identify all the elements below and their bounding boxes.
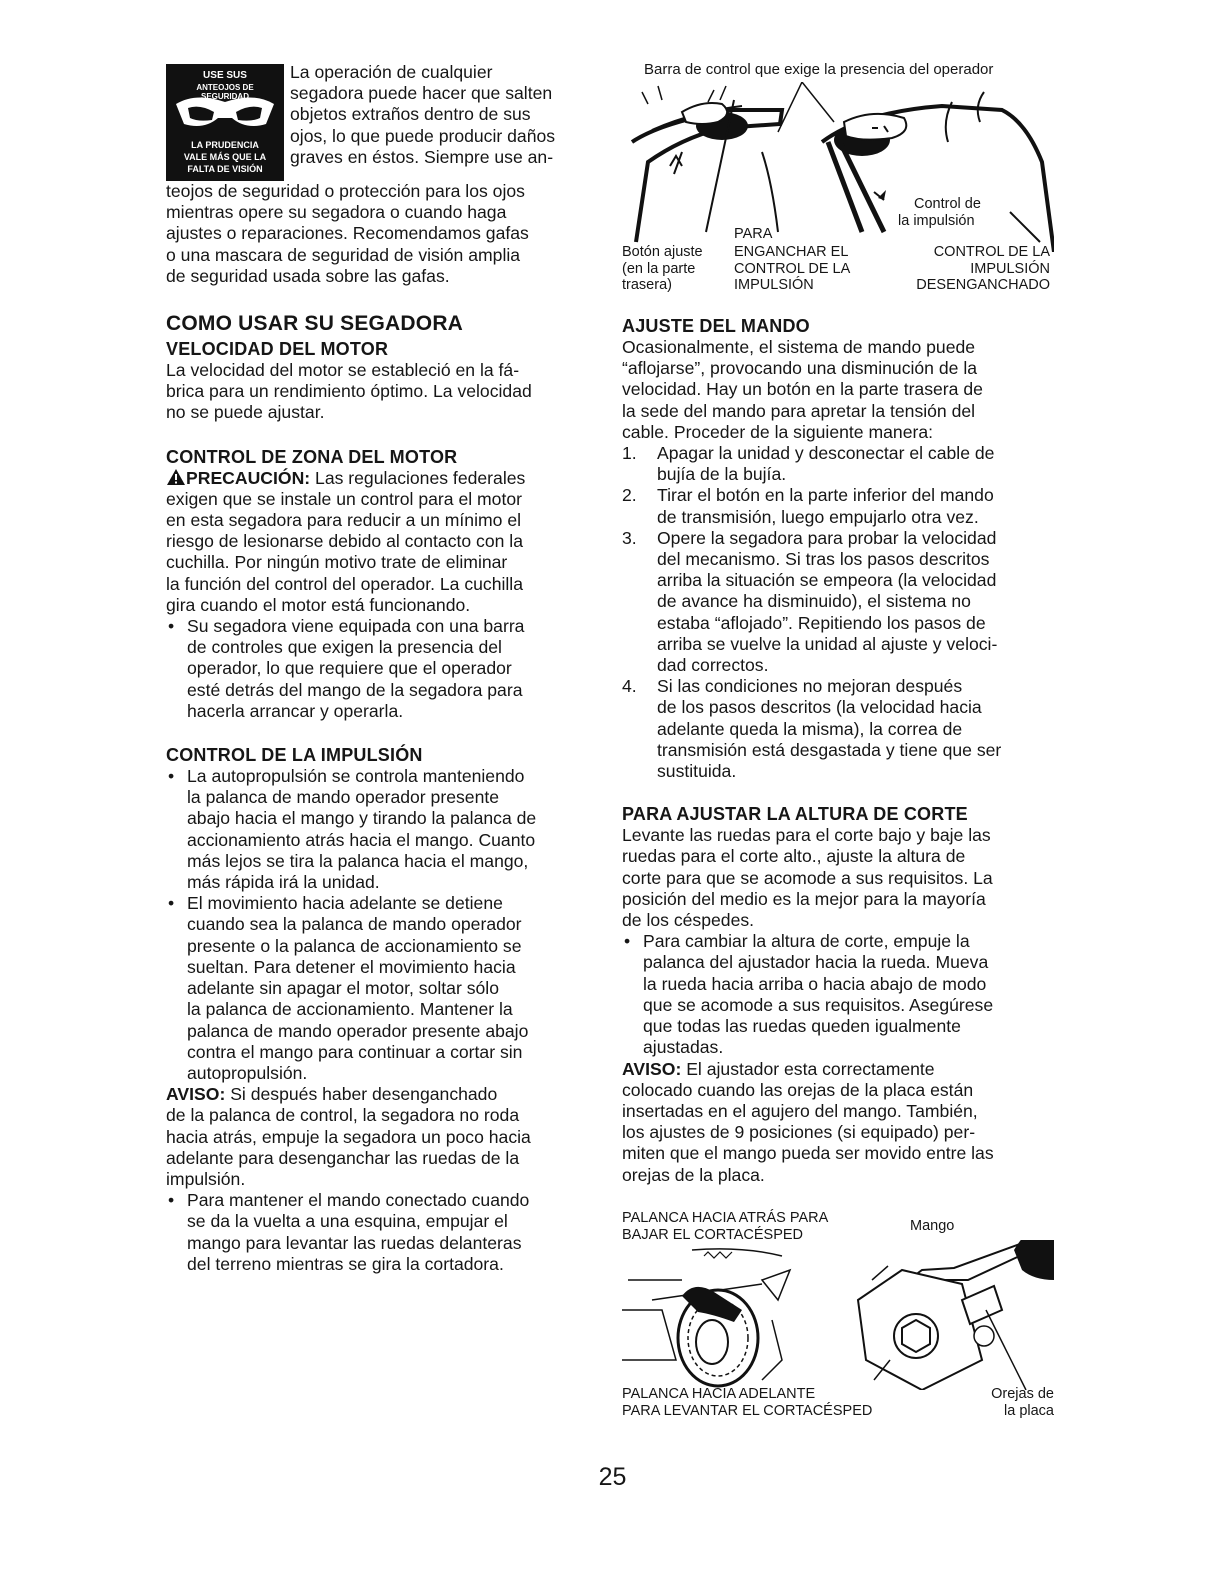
body-line: impulsión. [166, 1168, 246, 1189]
step-line: Apagar la unidad y desconectar el cable de [657, 443, 995, 464]
step-line: de avance ha disminuido), el sistema no [657, 591, 971, 612]
bullet-mark: • [168, 1190, 175, 1211]
bullet-line: Su segadora viene equipada con una barra [187, 616, 525, 637]
bullet-line: más rápida irá la unidad. [187, 872, 380, 893]
bullet-line: sueltan. Para detener el movimiento hacia [187, 956, 516, 977]
body-line: gira cuando el motor está funcionando. [166, 594, 471, 615]
badge-line5: VALE MÁS QUE LA [183, 152, 267, 162]
body-line: orejas de la placa. [622, 1164, 765, 1185]
bullet-line: autopropulsión. [187, 1062, 308, 1083]
step-line: Si las condiciones no mejoran después [657, 676, 963, 697]
bullet-line: El movimiento hacia adelante se detiene [187, 893, 503, 914]
bullet-line: ajustadas. [643, 1037, 724, 1058]
step-line: adelante queda la misma), la correa de [657, 718, 963, 739]
bullet-line: más lejos se tira la palanca hacia el mango, [187, 850, 529, 871]
step-line: arriba la situación se empeora (la velocidad [657, 570, 997, 591]
bullet-line: La autopropulsión se controla manteniendo [187, 766, 525, 787]
bullet-line: mango para levantar las ruedas delanteras [187, 1232, 522, 1253]
fig2-bottom-right-2: la placa [1004, 1402, 1054, 1419]
body-line: colocado cuando las orejas de la placa están [622, 1079, 974, 1100]
step-line: de los pasos descritos (la velocidad hacia [657, 697, 982, 718]
bullet-line: accionamiento atrás hacia el mango. Cuanto [187, 829, 536, 850]
label-a-line: trasera) [622, 277, 672, 293]
numbered-step [622, 676, 1054, 782]
bullet-line: hacerla arrancar y operarla. [187, 700, 404, 721]
body-line: la sede del mando para apretar la tensión del [622, 400, 976, 421]
bullet-mark: • [168, 893, 175, 914]
bullet-line: palanca del ajustador hacia la rueda. Mueva [643, 952, 989, 973]
step-line: arriba se vuelve la unidad al ajuste y veloci- [657, 633, 998, 654]
fig2-top-left-2: BAJAR EL CORTACÉSPED [622, 1226, 804, 1243]
intro-line: mientras opere su segadora o cuando haga [166, 202, 507, 223]
fig2-mango-label: Mango [910, 1217, 955, 1234]
section-heading-altura: PARA AJUSTAR LA ALTURA DE CORTE [622, 804, 968, 825]
page-number: 25 [598, 1463, 627, 1491]
bullet-line: cuando sea la palanca de mando operador [187, 914, 522, 935]
aviso-text: El ajustador esta correctamente [681, 1058, 935, 1079]
step-number: 1. [622, 443, 637, 464]
label-b-line: ENGANCHAR EL [734, 244, 849, 260]
step-line: de transmisión, luego empujarlo otra vez. [657, 506, 979, 527]
intro-line: ojos, lo que puede producir daños [290, 125, 556, 146]
body-line: corte para que se acomode a sus requisitos. La [622, 867, 993, 888]
body-line: hacia atrás, empuje la segadora un poco hacia [166, 1126, 531, 1147]
label-c-line: CONTROL DE LA [933, 244, 1050, 260]
section-heading-ajuste: AJUSTE DEL MANDO [622, 316, 810, 336]
section-heading-zona: CONTROL DE ZONA DEL MOTOR [166, 446, 458, 467]
badge-line1: USE SUS [203, 70, 247, 81]
caution-line [166, 468, 591, 489]
numbered-step [622, 528, 1054, 676]
aviso-line [622, 1059, 1054, 1080]
label-col-b [734, 244, 894, 294]
body-line: cuchilla. Por ningún motivo trate de eliminar [166, 552, 508, 573]
safety-glasses-badge [166, 64, 284, 181]
label-col-a [622, 244, 722, 294]
body-line: los ajustes de 9 posiciones (si equipado) per- [622, 1122, 976, 1143]
body-line: insertadas en el agujero del mango. También, [622, 1100, 978, 1121]
bullet-line: que todas las ruedas queden igualmente [643, 1016, 961, 1037]
intro-line: de seguridad usada sobre las gafas. [166, 265, 450, 286]
step-number: 4. [622, 676, 637, 697]
body-line: Ocasionalmente, el sistema de mando puede [622, 337, 976, 357]
body-line: no se puede ajustar. [166, 402, 325, 423]
fig2-bottom-left-2: PARA LEVANTAR EL CORTACÉSPED [622, 1402, 873, 1419]
label-col-c [880, 244, 1050, 294]
body-line: Levante las ruedas para el corte bajo y baje las [622, 825, 991, 846]
aviso-text: Si después haber desenganchado [225, 1084, 498, 1105]
step-line: bujía de la bujía. [657, 464, 787, 485]
bullet-line: la palanca de accionamiento. Mantener la [187, 999, 513, 1020]
figure-caption-top: Barra de control que exige la presencia del operador [644, 61, 994, 78]
body-line: miten que el mango pueda ser movido entre las [622, 1143, 994, 1164]
bullet-line: palanca de mando operador presente abajo [187, 1020, 529, 1041]
body-line: “aflojarse”, provocando una disminución de la [622, 358, 978, 379]
intro-line: teojos de seguridad o protección para los ojos [166, 181, 525, 201]
body-line: posición del medio es la mejor para la mayoría [622, 888, 986, 909]
bullet-line: la palanca de mando operador presente [187, 787, 500, 808]
numbered-step [622, 485, 1054, 527]
left-column [166, 62, 591, 1275]
body-line: de la palanca de control, la segadora no roda [166, 1105, 520, 1126]
bullet-item [166, 1190, 591, 1275]
bullet-line: se da la vuelta a una esquina, empujar el [187, 1211, 508, 1232]
body-line: ruedas para el corte alto., ajuste la altura de [622, 846, 966, 867]
step-number: 3. [622, 527, 637, 548]
bullet-line: la rueda hacia arriba o hacia abajo de modo [643, 973, 987, 994]
aviso-label: AVISO: [622, 1058, 682, 1079]
body-line: brica para un rendimiento óptimo. La velocidad [166, 381, 532, 402]
control-label-1: Control de [914, 196, 981, 212]
label-c-line: IMPULSIÓN [970, 260, 1050, 277]
bullet-line: contra el mango para continuar a cortar sin [187, 1041, 523, 1062]
height-adjuster-illustration [622, 1240, 1054, 1390]
step-line: Opere la segadora para probar la velocidad [657, 527, 997, 548]
badge-line4: LA PRUDENCIA [191, 140, 259, 150]
section-heading-velocidad: VELOCIDAD DEL MOTOR [166, 339, 389, 360]
body-line: riesgo de lesionarse debido al contacto con la [166, 531, 523, 552]
section-heading-impulsion: CONTROL DE LA IMPULSIÓN [166, 745, 423, 766]
intro-line: objetos extraños dentro de sus [290, 104, 531, 125]
step-line: transmisión está desgastada y tiene que ser [657, 739, 1002, 760]
caution-text: Las regulaciones federales [310, 467, 526, 488]
fig2-bottom-left-1: PALANCA HACIA ADELANTE [622, 1385, 816, 1402]
control-bar-illustration [622, 82, 1054, 252]
body-line: la función del control del operador. La cuchilla [166, 573, 523, 594]
step-number: 2. [622, 485, 637, 506]
bullet-line: adelante sin apagar el motor, soltar sólo [187, 978, 499, 999]
intro-line: ajustes o reparaciones. Recomendamos gafas [166, 223, 529, 244]
bullet-mark: • [168, 766, 175, 787]
safety-intro [166, 62, 591, 287]
intro-line: segadora puede hacer que salten [290, 83, 553, 104]
label-c-line: DESENGANCHADO [916, 277, 1050, 293]
badge-line6: FALTA DE VISIÓN [187, 164, 263, 174]
body-line: en esta segadora para reducir a un mínimo el [166, 510, 522, 531]
bullet-line: operador, lo que requiere que el operador [187, 658, 512, 679]
badge-line3: SEGURIDAD [200, 92, 250, 101]
bullet-line: abajo hacia el mango y tirando la palanca de [187, 808, 537, 829]
label-a-line: (en la parte [622, 260, 696, 277]
main-heading: COMO USAR SU SEGADORA [166, 312, 464, 336]
intro-line: o una mascara de seguridad de visión amplia [166, 244, 521, 265]
body-line: adelante para desenganchar las ruedas de la [166, 1147, 520, 1168]
fig2-bottom-right-1: Orejas de [991, 1385, 1054, 1402]
bullet-line: Para cambiar la altura de corte, empuje la [643, 931, 970, 952]
step-line: sustituida. [657, 761, 737, 782]
body-line: de los céspedes. [622, 910, 755, 931]
bullet-item [166, 893, 591, 1084]
body-line: La velocidad del motor se estableció en la fá- [166, 360, 520, 381]
bullet-item [166, 616, 591, 722]
label-b-line: CONTROL DE LA [734, 260, 851, 277]
body-line: velocidad. Hay un botón en la parte trasera de [622, 379, 983, 400]
numbered-step [622, 443, 1054, 485]
aviso-label: AVISO: [166, 1084, 226, 1105]
label-a-line: Botón ajuste [622, 244, 703, 260]
bullet-line: presente o la palanca de accionamiento se [187, 935, 522, 956]
figure-height-adjuster [622, 1210, 1054, 1428]
step-line: Tirar el botón en la parte inferior del mando [657, 485, 994, 506]
badge-line2: ANTEOJOS DE [196, 83, 254, 92]
warning-triangle-icon [166, 468, 186, 486]
bullet-line: que se acomode a sus requisitos. Asegúrese [643, 994, 994, 1015]
step-line: del mecanismo. Si tras los pasos descritos [657, 549, 990, 570]
figure-control-bar [622, 62, 1054, 302]
label-b-line: IMPULSIÓN [734, 277, 814, 293]
bullet-line: de controles que exigen la presencia del [187, 637, 502, 658]
right-column [622, 62, 1054, 1428]
control-label-2: la impulsión [898, 213, 975, 229]
intro-line: graves en éstos. Siempre use an- [290, 146, 554, 167]
step-line: dad correctos. [657, 655, 769, 676]
bullet-line: Para mantener el mando conectado cuando [187, 1190, 530, 1211]
bullet-item [166, 766, 591, 893]
fig2-top-left-1: PALANCA HACIA ATRÁS PARA [622, 1209, 829, 1226]
bullet-line: esté detrás del mango de la segadora para [187, 679, 523, 700]
bullet-mark: • [168, 616, 175, 637]
body-line: cable. Proceder de la siguiente manera: [622, 421, 934, 442]
bullet-mark: • [624, 931, 631, 952]
body-line: exigen que se instale un control para el motor [166, 488, 522, 509]
para-label: PARA [734, 226, 773, 242]
intro-line: La operación de cualquier [290, 62, 493, 82]
bullet-item [622, 931, 1054, 1058]
aviso-line [166, 1084, 591, 1105]
bullet-line: del terreno mientras se gira la cortadora. [187, 1253, 504, 1274]
caution-label: PRECAUCIÓN: [186, 467, 311, 488]
step-line: estaba “aflojado”. Repitiendo los pasos de [657, 612, 986, 633]
